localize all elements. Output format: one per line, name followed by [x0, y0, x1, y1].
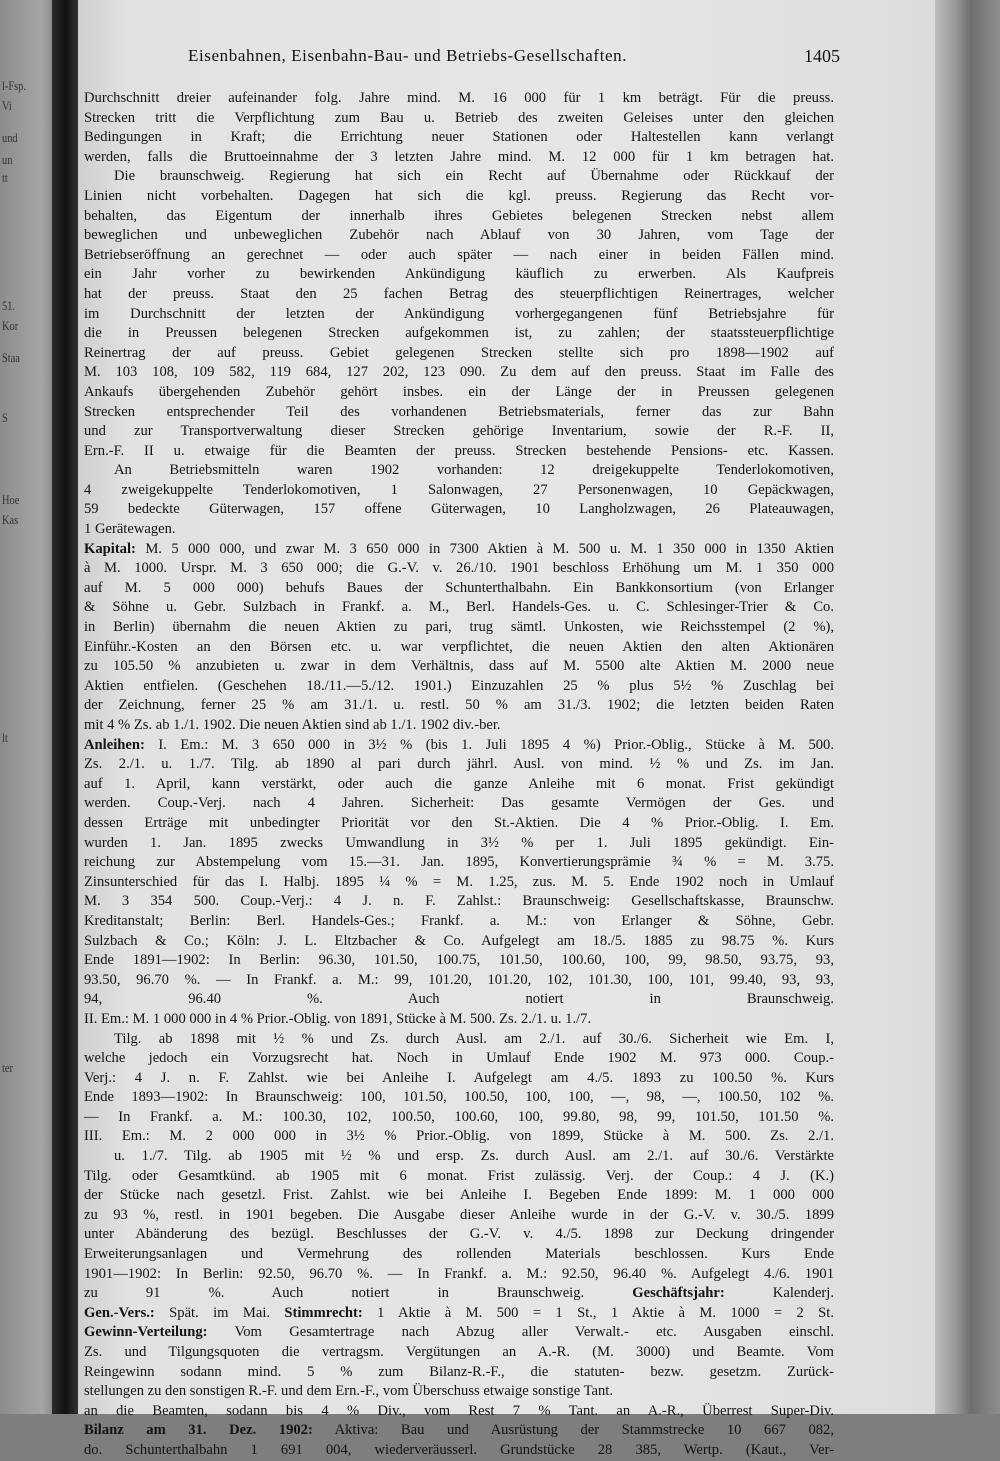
text-line: 1 Gerätewagen. [84, 521, 176, 538]
previous-page-fragment: ter [2, 1060, 13, 1075]
text-line: die in Preussen belegenen Strecken aufgekommen ist, zu zahlen; der staatssteuerpflichtige [84, 325, 834, 342]
body-text [84, 89, 834, 1461]
text-line: 93.50, 96.70 %. — In Frankf. a. M.: 99, 101.20, 101.20, 102, 101.30, 100, 101, 99.40, 93, 93, [84, 971, 834, 988]
text-line: Bilanz am 31. Dez. 1902: Aktiva: Bau und Ausrüstung der Stammstrecke 10 667 082, [84, 1422, 834, 1439]
text-line: Strecken entsprechender Teil des vorhandenen Betriebsmaterials, ferner das zur Bahn [84, 403, 834, 420]
text-line: Gen.-Vers.: Spät. im Mai. Stimmrecht: 1 Aktie à M. 500 = 1 St., 1 Aktie à M. 1000 = 2 St. [84, 1304, 834, 1321]
text-line: auf M. 5 000 000) behufs Baues der Schunterthalbahn. Ein Bankkonsortium (von Erlanger [84, 579, 834, 596]
text-line: Ern.-F. II u. etwaige für die Beamten der preuss. Strecken bestehende Pensions- etc. Kassen. [84, 442, 834, 459]
text-line: auf 1. April, kann verstärkt, oder auch die ganze Anleihe mit 6 monat. Frist gekündigt [84, 775, 834, 792]
text-line: der Zeichnung, ferner 25 % am 31./1. u. restl. 50 % am 31./3. 1902; die letzten beiden Raten [84, 697, 834, 714]
running-header [120, 46, 840, 76]
text-line: an die Beamten, sodann bis 4 % Div., vom Rest 7 % Tant. an A.-R., Überrest Super-Div. [84, 1402, 834, 1419]
previous-page-fragment: Vi [2, 98, 12, 113]
previous-page-fragment: l-Fsp. [2, 78, 26, 93]
text-line: Tilg. ab 1898 mit ½ % und Zs. durch Ausl. am 2./1. auf 30./6. Sicherheit wie Em. I, [114, 1030, 834, 1047]
text-line: Betriebseröffnung an gerechnet — oder auch später — nach einer in beiden Fällen mind. [84, 246, 834, 263]
text-line: Linien nicht vorbehalten. Dagegen hat sich die kgl. preuss. Regierung das Recht vor- [84, 187, 834, 204]
text-line: werden, falls die Bruttoeinnahme der 3 letzten Jahre mind. M. 12 000 für 1 km betragen hat. [84, 148, 834, 165]
text-line: Tilg. oder Gesamtkünd. ab 1905 mit 6 monat. Frist zulässig. Verj. der Coup.: 4 J. (K.) [84, 1167, 834, 1184]
text-line: zu 91 %. Auch notiert in Braunschweig. Geschäftsjahr: Kalenderj. [84, 1285, 834, 1302]
text-line: Strecken tritt die Verpflichtung zum Bau u. Betrieb des zweiten Geleises unter den gleichen [84, 109, 834, 126]
text-line: u. 1./7. Tilg. ab 1905 mit ½ % und ersp. Zs. durch Ausl. am 2./1. auf 30./6. Verstärkte [114, 1148, 834, 1165]
text-line: reichung zur Abstempelung vom 15.—31. Jan. 1895, Konvertierungsprämie ¾ % = M. 3.75. [84, 854, 834, 871]
previous-page-fragment: Hoe [2, 492, 20, 507]
text-line: behalten, das Eigentum der innerhalb ihres Gebietes belegenen Strecken nebst allem [84, 207, 834, 224]
text-line: Zs. und Tilgungsquoten die vertragsm. Vergütungen an A.-R. (M. 3000) und Beamte. Vom [84, 1344, 834, 1360]
previous-page-fragment: Kor [2, 318, 19, 333]
text-line: Sulzbach & Co.; Köln: J. L. Eltzbacher & Co. Aufgelegt am 18./5. 1885 zu 98.75 %. Kurs [84, 932, 834, 949]
text-line: Ende 1891—1902: In Berlin: 96.30, 101.50, 100.75, 101.50, 100.60, 100, 99, 98.50, 93.75, 93, [84, 952, 834, 969]
text-line: — In Frankf. a. M.: 100.30, 102, 100.50, 100.60, 100, 99.80, 98, 99, 101.50, 101.50 %. [84, 1108, 834, 1125]
header-title: Eisenbahnen, Eisenbahn-Bau- und Betriebs-Gesellschaften. [188, 46, 628, 65]
text-line: zu 93 %, restl. in 1901 begeben. Die Ausgabe dieser Anleihe wurde in der G.-V. v. 30./5. 1899 [84, 1206, 834, 1223]
previous-page-fragment: Kas [2, 512, 19, 527]
text-line: Erweiterungsanlagen und Vermehrung des rollenden Materials beschlossen. Kurs Ende [84, 1246, 834, 1263]
text-line: Verj.: 4 J. n. F. Zahlst. wie bei Anleihe I. Aufgelegt am 4./5. 1893 zu 100.50 %. Kurs [84, 1069, 834, 1086]
page-right-edge-shadow [935, 0, 1000, 1414]
text-line: & Söhne u. Gebr. Sulzbach in Frankf. a. M., Berl. Handels-Ges. u. C. Schlesinger-Trier & Co. [84, 599, 834, 616]
text-line: mit 4 % Zs. ab 1./1. 1902. Die neuen Aktien sind ab 1./1. 1902 div.-ber. [84, 717, 501, 733]
text-line: M. 3 354 500. Coup.-Verj.: 4 J. n. F. Zahlst.: Braunschweig: Gesellschaftskasse, Braunschw. [84, 893, 834, 910]
text-line: 94, 96.40 %. Auch notiert in Braunschweig. [84, 991, 834, 1008]
previous-page-fragment: S [2, 410, 8, 425]
text-line: zu 105.50 % anzubieten u. zwar in dem Verhältnis, dass auf M. 5500 alte Aktien M. 2000 neue [84, 658, 834, 675]
text-line: An Betriebsmitteln waren 1902 vorhanden: 12 dreigekuppelte Tenderlokomotiven, [114, 462, 834, 479]
text-line: Bedingungen in Kraft; die Errichtung neuer Stationen oder Haltestellen kann verlangt [84, 129, 834, 146]
text-line: Kapital: M. 5 000 000, und zwar M. 3 650 000 in 7300 Aktien à M. 500 u. M. 1 350 000 in 1350 Aktien [84, 540, 834, 557]
previous-page-fragment: un [2, 152, 13, 167]
previous-page-fragment: und [2, 130, 18, 145]
text-line: M. 103 108, 109 582, 119 684, 127 202, 123 090. Zu dem auf den preuss. Staat im Falle des [84, 364, 834, 381]
text-line: 4 zweigekuppelte Tenderlokomotiven, 1 Salonwagen, 27 Personenwagen, 10 Gepäckwagen, [84, 481, 834, 498]
text-line: Zinsunterschied für das I. Halbj. 1895 ¼ % = M. 1.25, zus. M. 5. Ende 1902 noch in Umlauf [84, 873, 834, 890]
text-line: im Durchschnitt der letzten der Ankündigung vorhergegangenen fünf Betriebsjahre für [84, 305, 834, 322]
text-line: Ankaufs übergehenden Zubehör gehört insbes. ein der Länge der in Preussen gelegenen [84, 383, 834, 400]
text-line: ein Jahr vorher zu bewirkenden Ankündigung käuflich zu erwerben. Als Kaufpreis [84, 266, 834, 283]
previous-page-fragment: 51. [2, 298, 15, 313]
text-line: 1901—1902: In Berlin: 92.50, 96.70 %. — In Frankf. a. M.: 92.50, 96.40 %. Aufgelegt 4./6. 1901 [84, 1265, 834, 1282]
text-line: Die braunschweig. Regierung hat sich ein Recht auf Übernahme oder Rückkauf der [114, 168, 834, 185]
text-line: Reingewinn sodann mind. 5 % zum Bilanz-R.-F., die statuten- bezw. gesetzm. Zurück- [84, 1363, 834, 1380]
text-line: Ende 1893—1902: In Braunschweig: 100, 101.50, 100.50, 100, 100, —, 98, —, 100.50, 102 %. [84, 1089, 834, 1106]
text-line: beweglichen und unbeweglichen Zubehör nach Ablauf von 30 Jahren, vom Tage der [84, 227, 834, 244]
text-line: Reinertrag der auf preuss. Gebiet gelegenen Strecken stellte sich pro 1898—1902 auf [84, 344, 834, 361]
text-line: stellungen zu den sonstigen R.-F. und dem Ern.-F., vom Überschuss etwaige sonstige Tant. [84, 1383, 613, 1400]
text-line: unter Abänderung des bezügl. Beschlusses der G.-V. v. 4./5. 1898 zur Deckung dringender [84, 1226, 834, 1243]
text-line: und zur Transportverwaltung dieser Strecken gehörige Inventarium, sowie der R.-F. II, [84, 423, 834, 440]
text-line: Anleihen: I. Em.: M. 3 650 000 in 3½ % (bis 1. Juli 1895 4 %) Prior.-Oblig., Stücke à M. 500. [84, 736, 834, 753]
text-line: Kreditanstalt; Berlin: Berl. Handels-Ges.; Frankf. a. M.: von Erlanger & Söhne, Gebr. [84, 912, 834, 929]
text-line: Gewinn-Verteilung: Vom Gesamtertrage nach Abzug aller Verwalt.- etc. Ausgaben einschl. [84, 1324, 834, 1341]
text-line: dessen Erträge mit unbedingter Priorität vor den St.-Aktien. Die 4 % Prior.-Oblig. I. Em. [84, 814, 834, 831]
previous-page-fragment: lt [2, 730, 8, 745]
text-line: hat der preuss. Staat den 25 fachen Betrag des steuerpflichtigen Reinertrages, welcher [84, 285, 834, 302]
page-number: 1405 [804, 46, 840, 66]
text-line: Zs. 2./1. u. 1./7. Tilg. ab 1890 al pari durch jährl. Ausl. von mind. ½ % und Zs. im Jan. [84, 756, 834, 773]
text-line: Durchschnitt dreier aufeinander folg. Jahre mind. M. 16 000 für 1 km beträgt. Für die preuss. [84, 90, 834, 106]
text-line: werden. Coup.-Verj. nach 4 Jahren. Sicherheit: Das gesamte Vermögen der Ges. und [84, 795, 834, 812]
text-line: do. Schunterthalbahn 1 691 004, wiederveräusserl. Grundstücke 28 385, Wertp. (Kaut., Ver- [84, 1441, 834, 1458]
text-line: Einführ.-Kosten an den Börsen etc. u. war verpflichtet, die neuen Aktien den alten Aktionären [84, 638, 834, 655]
text-line: Aktien entfielen. (Geschehen 18./11.—5./12. 1901.) Einzuzahlen 25 % plus 5½ % Zuschlag bei [84, 677, 834, 694]
text-line: der Stücke nach gesetzl. Frist. Zahlst. wie bei Anleihe I. Begeben Ende 1899: M. 1 000 000 [84, 1187, 834, 1204]
text-line: wurden 1. Jan. 1895 zwecks Umwandlung in 3½ % per 1. Juli 1895 gekündigt. Ein- [84, 834, 834, 851]
text-line: in Berlin) übernahm die neuen Aktien zu pari, trug sämtl. Unkosten, wie Reichsstempel (2 %), [84, 619, 834, 636]
text-line: II. Em.: M. 1 000 000 in 4 % Prior.-Oblig. von 1891, Stücke à M. 500. Zs. 2./1. u. 1./7. [84, 1010, 592, 1027]
text-line: III. Em.: M. 2 000 000 in 3½ % Prior.-Oblig. von 1899, Stücke à M. 500. Zs. 2./1. [84, 1128, 834, 1145]
text-line: 59 bedeckte Güterwagen, 157 offene Güterwagen, 10 Langholzwagen, 26 Plateauwagen, [84, 501, 834, 518]
previous-page-fragment: Staa [2, 350, 20, 365]
text-line: welche jedoch ein Vorzugsrecht hat. Noch in Umlauf Ende 1902 M. 973 000. Coup.- [84, 1050, 834, 1067]
previous-page-fragment: tt [2, 170, 8, 185]
text-line: à M. 1000. Urspr. M. 3 650 000; die G.-V. v. 26./10. 1901 beschloss Erhöhung um M. 1 350 000 [84, 560, 834, 577]
